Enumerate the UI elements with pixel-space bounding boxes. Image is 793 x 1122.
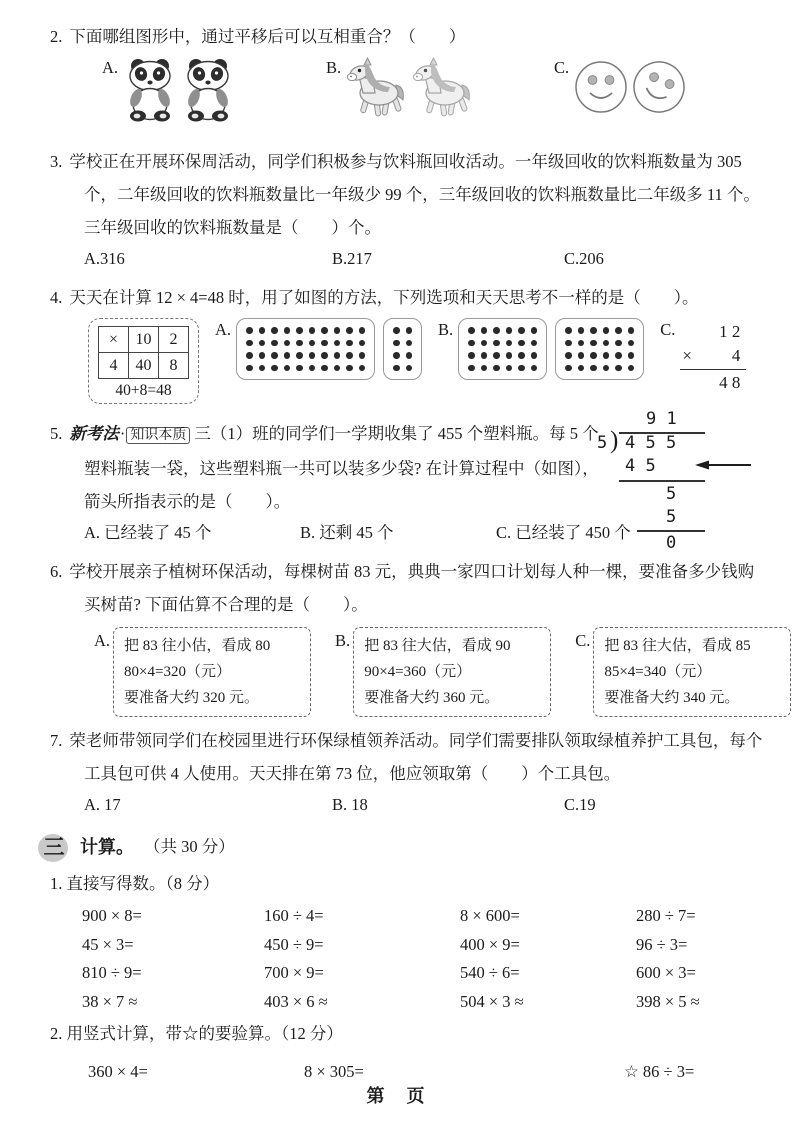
- smiley-pair-figure: [574, 56, 686, 118]
- calc-item-starred: ☆ 86 ÷ 3=: [624, 1062, 695, 1081]
- estimate-option-a: [94, 627, 311, 717]
- option-b-label: B.: [326, 58, 342, 77]
- calc-item: 403 × 6 ≈: [264, 991, 328, 1011]
- dot-array: [236, 318, 375, 380]
- division-bracket: ): [610, 427, 619, 454]
- option-a-label: A.: [215, 320, 232, 339]
- calc-item: 8 × 600=: [460, 906, 520, 925]
- estimate-box: [593, 627, 791, 717]
- section-three: [43, 830, 765, 1092]
- page-footer: 第 页: [366, 1086, 427, 1106]
- option-a-dot-figure: [215, 318, 422, 380]
- calc-item: 400 × 9=: [460, 934, 520, 954]
- section-title: 计算。: [80, 837, 134, 857]
- vertical-multiplication: [680, 320, 746, 396]
- calc-item: 280 ÷ 7=: [636, 906, 696, 925]
- question-3: [50, 145, 765, 274]
- estimate-box: [353, 627, 551, 717]
- calc-item: 398 × 5 ≈: [636, 991, 700, 1011]
- calc-item: 45 × 3=: [82, 934, 134, 954]
- table-cell: 2: [159, 327, 189, 353]
- calc-item: 8 × 305=: [304, 1062, 364, 1081]
- question-2: [50, 20, 765, 138]
- section-points: （共 30 分）: [144, 837, 235, 856]
- option-a-label: A.: [102, 58, 119, 77]
- subtraction-line: [619, 480, 705, 482]
- dot-array: [555, 318, 644, 380]
- estimate-line: 要准备大约 360 元。: [364, 690, 500, 706]
- dividend: 4 5 5: [625, 433, 677, 453]
- estimate-line: 要准备大约 340 元。: [604, 690, 740, 706]
- question-4-figures: [50, 318, 765, 410]
- option-c-vertical-figure: [660, 318, 746, 396]
- calc-item: 96 ÷ 3=: [636, 934, 688, 954]
- remainder: 0: [666, 533, 677, 553]
- option-a: A. 17: [84, 795, 121, 814]
- second-product: 5: [666, 507, 677, 527]
- question-2-text: 2. 下面哪组图形中，通过平移后可以互相重合？（ ）: [50, 27, 466, 46]
- multiplication-table-figure: [88, 318, 199, 404]
- panda-pair-figure: [123, 56, 235, 126]
- calc-item: 160 ÷ 4=: [264, 906, 324, 925]
- split-table: [98, 326, 189, 379]
- estimate-box: [113, 627, 311, 717]
- question-4: [50, 281, 765, 410]
- question-5: [50, 409, 765, 553]
- question-2-number: 2.: [50, 27, 63, 46]
- option-b-figure: [326, 56, 554, 126]
- dot-array: [383, 318, 422, 380]
- question-5-text: 5. 新考法· 知识本质 三（1）班的同学们一学期收集了 455 个塑料瓶。每 5 个塑料瓶装一袋，这些塑料瓶一共可以装多少袋? 在计算过程中（如图），箭头所指表示的是（ ）。: [50, 424, 599, 511]
- option-c-label: C.: [554, 58, 570, 77]
- question-6-text: 6. 学校开展亲子植树环保活动，每棵树苗 83 元，典典一家四口计划每人种一棵，要准备多少钱购买树苗? 下面估算不合理的是（ ）。: [50, 562, 755, 614]
- calc-item: 360 × 4=: [88, 1062, 148, 1081]
- section-marker: 三: [38, 831, 70, 863]
- option-c-label: C.: [575, 631, 591, 650]
- option-a-figure: [102, 56, 326, 126]
- subsection-1-title: 1. 直接写得数。（8 分）: [50, 874, 220, 893]
- option-c: C. 已经装了 450 个: [496, 523, 631, 542]
- first-product: 4 5: [625, 456, 656, 476]
- estimate-line: 把 83 往大估，看成 90: [364, 638, 511, 654]
- question-6-options: [50, 627, 765, 717]
- estimate-line: 80×4=320（元）: [124, 664, 231, 680]
- table-cell: 40: [129, 353, 159, 379]
- question-7: [50, 724, 765, 820]
- left-arrow-icon: [693, 459, 753, 471]
- table-cell: 8: [159, 353, 189, 379]
- table-cell: ×: [99, 327, 129, 353]
- estimate-line: 要准备大约 320 元。: [124, 690, 260, 706]
- calc-item: 810 ÷ 9=: [82, 963, 142, 982]
- dot-array: [458, 318, 547, 380]
- question-5-number: 5.: [50, 424, 63, 443]
- question-6-number: 6.: [50, 562, 63, 581]
- question-7-number: 7.: [50, 731, 63, 750]
- option-b: B. 还剩 45 个: [300, 523, 394, 542]
- question-2-figures: [50, 56, 765, 138]
- subsection-2-title: 2. 用竖式计算，带☆的要验算。（12 分）: [50, 1024, 343, 1043]
- question-3-text: 3. 学校正在开展环保周活动，同学们积极参与饮料瓶回收活动。一年级回收的饮料瓶数量为 305 个，二年级回收的饮料瓶数量比一年级少 99 个，三年级回收的饮料瓶数量比二年级多 11 个。三年级回收的饮料瓶数量是（ ）个。: [50, 152, 760, 237]
- times-sign: ×: [682, 346, 692, 365]
- estimate-option-c: [575, 627, 791, 717]
- knowledge-essence-badge: 知识本质: [126, 427, 190, 444]
- question-7-options: [50, 790, 765, 820]
- option-b-label: B.: [438, 320, 454, 339]
- calc-item: 540 ÷ 6=: [460, 963, 520, 982]
- product: 4 8: [719, 373, 741, 392]
- calc-item: 504 × 3 ≈: [460, 991, 524, 1011]
- estimate-line: 90×4=360（元）: [364, 664, 472, 680]
- calc-item: 600 × 3=: [636, 963, 696, 982]
- estimate-line: 把 83 往大估，看成 85: [604, 638, 751, 654]
- question-7-text: 7. 荣老师带领同学们在校园里进行环保绿植领养活动。同学们需要排队领取绿植养护工具包，每个工具包可供 4 人使用。天天排在第 73 位，他应领取第（ ）个工具包。: [50, 731, 763, 783]
- option-b-label: B.: [335, 631, 351, 650]
- question-6: [50, 555, 765, 717]
- option-b: B.217: [332, 249, 372, 268]
- option-a: A. 已经装了 45 个: [84, 523, 212, 542]
- subtraction-line: [637, 530, 705, 532]
- table-cell: 10: [129, 327, 159, 353]
- option-a: A.316: [84, 249, 125, 268]
- question-3-number: 3.: [50, 152, 63, 171]
- new-method-badge: 新考法: [69, 424, 119, 443]
- estimate-option-b: [335, 627, 551, 717]
- question-4-number: 4.: [50, 288, 63, 307]
- question-3-options: [50, 244, 765, 274]
- option-c-figure: [554, 56, 686, 118]
- calc-item: 38 × 7 ≈: [82, 991, 138, 1011]
- estimate-line: 把 83 往小估，看成 80: [124, 638, 271, 654]
- calc-item: 900 × 8=: [82, 906, 142, 925]
- option-c: C.206: [564, 249, 604, 268]
- calc-item: 700 × 9=: [264, 963, 324, 982]
- brought-down-digit: 5: [666, 484, 677, 504]
- option-c: C.19: [564, 795, 596, 814]
- badge-separator: ·: [119, 424, 126, 443]
- section-three-header: [38, 830, 765, 864]
- table-caption: 40+8=48: [115, 382, 172, 399]
- multiplier: 4: [731, 346, 741, 365]
- mental-math-grid: [50, 902, 765, 1016]
- estimate-line: 85×4=340（元）: [604, 664, 712, 680]
- option-a-label: A.: [94, 631, 111, 650]
- multiplicand: 1 2: [719, 322, 741, 341]
- table-cell: 4: [99, 353, 129, 379]
- quotient: 9 1: [646, 409, 677, 429]
- option-b-dot-figure: [438, 318, 644, 380]
- horse-pair-figure: [346, 56, 474, 126]
- option-c-label: C.: [660, 320, 676, 339]
- long-division-figure: [597, 409, 757, 559]
- option-b: B. 18: [332, 795, 368, 814]
- calc-item: 450 ÷ 9=: [264, 934, 324, 954]
- divisor: 5: [597, 433, 608, 453]
- question-4-text: 4. 天天在计算 12 × 4=48 时，用了如图的方法，下列选项和天天思考不一样的是（ ）。: [50, 288, 699, 307]
